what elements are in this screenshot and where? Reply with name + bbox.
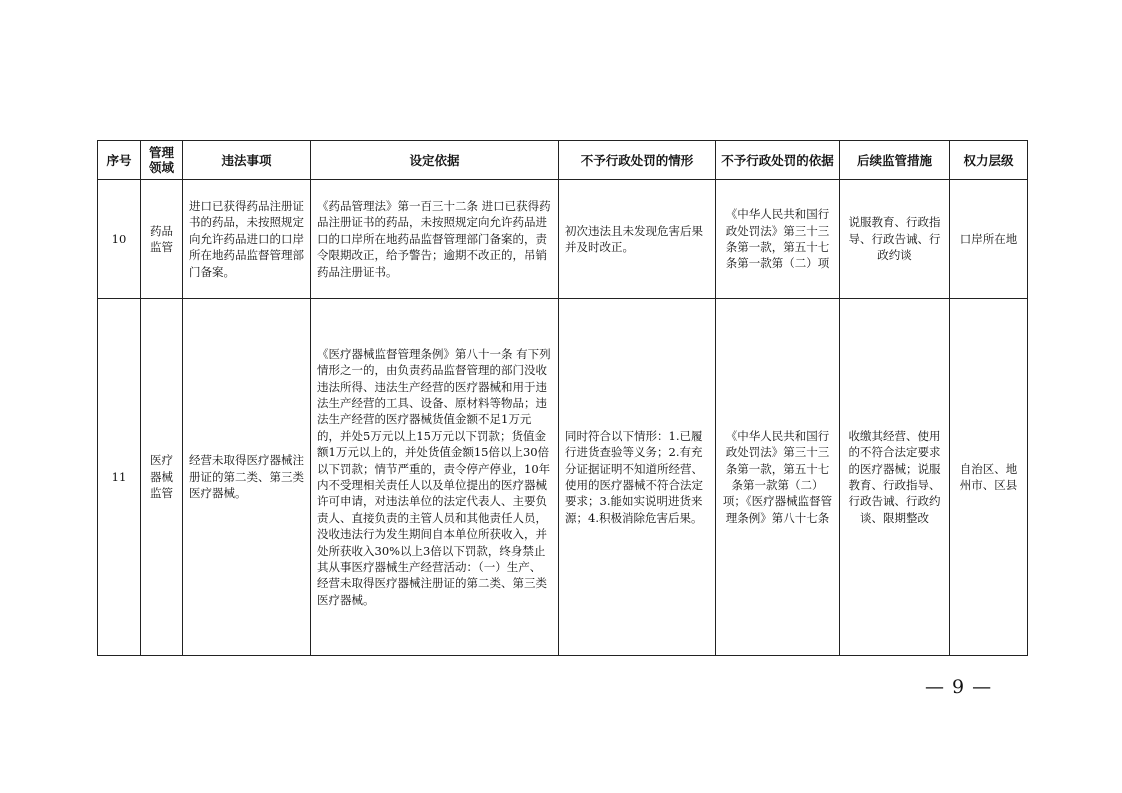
cell-no-penalty-case: 同时符合以下情形：1.已履行进货查验等义务；2.有充分证据证明不知道所经营、使用的医疗器械不符合法定要求；3.能如实说明进货来源；4.积极消除危害后果。: [559, 299, 716, 656]
cell-no-penalty-basis: 《中华人民共和国行政处罚法》第三十三条第一款，第五十七条第一款第（二）项: [716, 180, 840, 299]
header-seq: 序号: [98, 141, 141, 180]
regulation-table: [97, 140, 1028, 656]
cell-domain: 药品监管: [141, 180, 183, 299]
cell-violation: 进口已获得药品注册证书的药品，未按照规定向允许药品进口的口岸所在地药品监督管理部门备案。: [183, 180, 311, 299]
cell-violation: 经营未取得医疗器械注册证的第二类、第三类医疗器械。: [183, 299, 311, 656]
cell-no-penalty-basis: 《中华人民共和国行政处罚法》第三十三条第一款，第五十七条第一款第（二）项；《医疗器械监督管理条例》第八十七条: [716, 299, 840, 656]
cell-seq: 11: [98, 299, 141, 656]
header-violation: 违法事项: [183, 141, 311, 180]
cell-domain: 医疗器械监管: [141, 299, 183, 656]
cell-basis: 《药品管理法》第一百三十二条 进口已获得药品注册证书的药品，未按照规定向允许药品进口的口岸所在地药品监督管理部门备案的，责令限期改正，给予警告；逾期不改正的，吊销药品注册证书。: [311, 180, 559, 299]
cell-level: 自治区、地州市、区县: [950, 299, 1028, 656]
page-number: — 9 —: [925, 676, 993, 698]
header-no-penalty-case: 不予行政处罚的情形: [559, 141, 716, 180]
header-no-penalty-basis: 不予行政处罚的依据: [716, 141, 840, 180]
table-row: [98, 299, 1028, 656]
cell-basis: 《医疗器械监督管理条例》第八十一条 有下列情形之一的，由负责药品监督管理的部门没收违法所得、违法生产经营的医疗器械和用于违法生产经营的工具、设备、原材料等物品；违法生产经营的医疗器械货值金额不足1万元的，并处5万元以上15万元以下罚款；货值金额1万元以上的，并处货值金额15倍以上30倍以下罚款；情节严重的，责令停产停业，10年内不受理相关责任人以及单位提出的医疗器械许可申请，对违法单位的法定代表人、主要负责人、直接负责的主管人员和其他责任人员，没收违法行为发生期间自本单位所获收入，并处所获收入30%以上3倍以下罚款，终身禁止其从事医疗器械生产经营活动：（一）生产、经营未取得医疗器械注册证的第二类、第三类医疗器械。: [311, 299, 559, 656]
header-basis: 设定依据: [311, 141, 559, 180]
cell-no-penalty-case: 初次违法且未发现危害后果并及时改正。: [559, 180, 716, 299]
header-followup: 后续监管措施: [840, 141, 950, 180]
cell-followup: 收缴其经营、使用的不符合法定要求的医疗器械；说服教育、行政指导、行政告诫、行政约谈、限期整改: [840, 299, 950, 656]
cell-seq: 10: [98, 180, 141, 299]
cell-followup: 说服教育、行政指导、行政告诫、行政约谈: [840, 180, 950, 299]
table-row: [98, 180, 1028, 299]
cell-level: 口岸所在地: [950, 180, 1028, 299]
header-domain: 管理领域: [141, 141, 183, 180]
header-level: 权力层级: [950, 141, 1028, 180]
table-header-row: [98, 141, 1028, 180]
